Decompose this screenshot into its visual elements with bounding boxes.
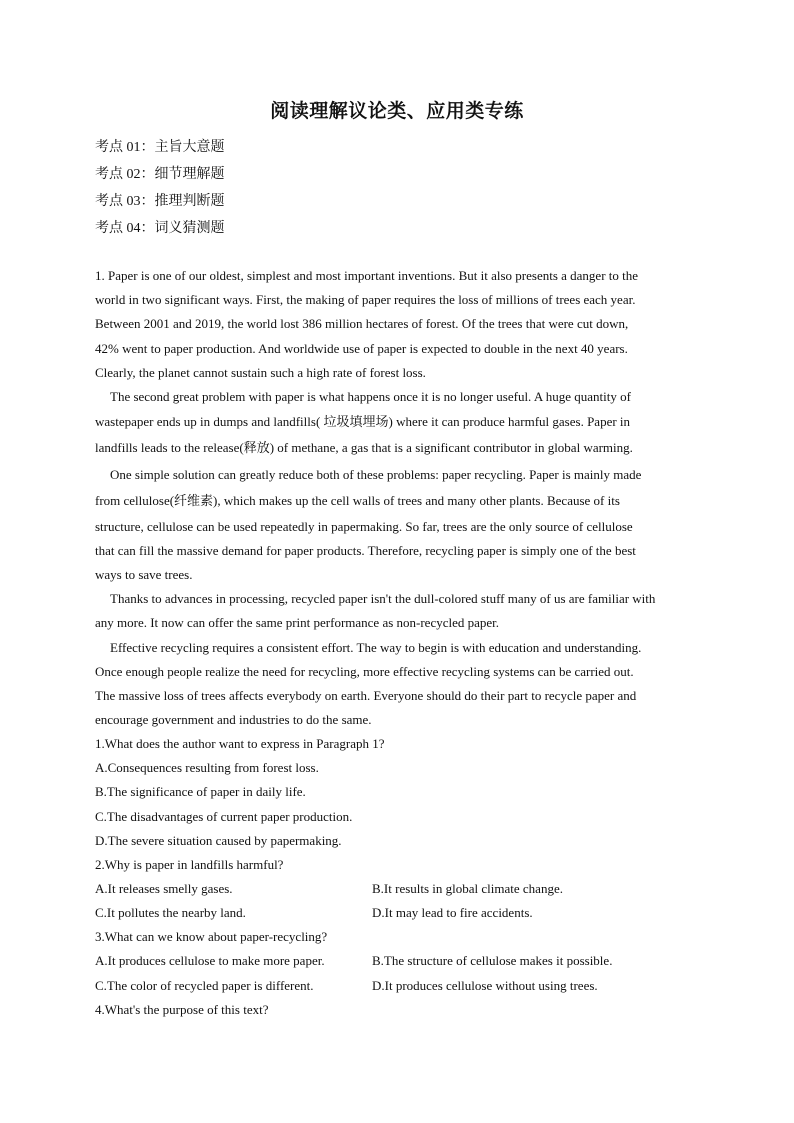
- passage-line: world in two significant ways. First, the making of paper requires the loss of millions of trees each year.: [95, 292, 636, 307]
- option-d: D.It produces cellulose without using trees.: [372, 978, 598, 993]
- exam-point-4: 考点 04：词义猜测题: [95, 221, 225, 236]
- question-stem: 1.What does the author want to express in Paragraph 1?: [95, 736, 385, 751]
- passage-line: One simple solution can greatly reduce both of these problems: paper recycling. Paper is mainly made: [110, 467, 642, 482]
- exam-point-3: 考点 03：推理判断题: [95, 194, 225, 209]
- passage-line: The massive loss of trees affects everybody on earth. Everyone should do their part to recycle paper and: [95, 688, 637, 703]
- passage-line: Effective recycling requires a consistent effort. The way to begin is with education and understanding.: [110, 640, 642, 655]
- passage-line: that can fill the massive demand for paper products. Therefore, recycling paper is simply one of the best: [95, 543, 636, 558]
- option-b: B.It results in global climate change.: [372, 881, 563, 896]
- passage-line: landfills leads to the release(释放) of methane, a gas that is a significant contributor in global warming.: [95, 440, 633, 455]
- question-stem: 3.What can we know about paper-recycling?: [95, 929, 328, 944]
- option-d: D.It may lead to fire accidents.: [372, 905, 533, 920]
- option-a: A.It releases smelly gases.: [95, 881, 233, 896]
- page-title: 阅读理解议论类、应用类专练: [270, 101, 524, 122]
- passage-line: Once enough people realize the need for recycling, more effective recycling systems can be carried out.: [95, 664, 634, 679]
- passage-line: Between 2001 and 2019, the world lost 386 million hectares of forest. Of the trees that were cut down,: [95, 316, 629, 331]
- passage-line: structure, cellulose can be used repeatedly in papermaking. So far, trees are the only source of cellulose: [95, 519, 633, 534]
- option-a: A.It produces cellulose to make more paper.: [95, 953, 325, 968]
- question-stem: 4.What's the purpose of this text?: [95, 1002, 269, 1017]
- passage-line: encourage government and industries to do the same.: [95, 712, 372, 727]
- passage-line: ways to save trees.: [95, 567, 193, 582]
- passage-line: wastepaper ends up in dumps and landfills( 垃圾填埋场) where it can produce harmful gases. Paper in: [95, 414, 631, 429]
- option-d: D.The severe situation caused by papermaking.: [95, 833, 342, 848]
- question-stem: 2.Why is paper in landfills harmful?: [95, 857, 284, 872]
- option-a: A.Consequences resulting from forest loss.: [95, 760, 319, 775]
- option-c: C.The disadvantages of current paper production.: [95, 809, 353, 824]
- option-b: B.The significance of paper in daily life.: [95, 784, 306, 799]
- passage-line: The second great problem with paper is what happens once it is no longer useful. A huge quantity of: [110, 389, 631, 404]
- exam-point-2: 考点 02：细节理解题: [95, 167, 225, 182]
- passage-line: 42% went to paper production. And worldwide use of paper is expected to double in the next 40 years.: [95, 341, 628, 356]
- option-c: C.It pollutes the nearby land.: [95, 905, 246, 920]
- option-c: C.The color of recycled paper is different.: [95, 978, 314, 993]
- exam-point-1: 考点 01：主旨大意题: [95, 140, 225, 155]
- passage-line: from cellulose(纤维素), which makes up the cell walls of trees and many other plants. Because of its: [95, 493, 620, 508]
- passage-line: Thanks to advances in processing, recycled paper isn't the dull-colored stuff many of us are familiar with: [110, 591, 656, 606]
- passage-line: 1. Paper is one of our oldest, simplest and most important inventions. But it also presents a danger to the: [95, 268, 639, 283]
- passage-line: Clearly, the planet cannot sustain such a high rate of forest loss.: [95, 365, 426, 380]
- passage-line: any more. It now can offer the same print performance as non-recycled paper.: [95, 615, 500, 630]
- option-b: B.The structure of cellulose makes it possible.: [372, 953, 613, 968]
